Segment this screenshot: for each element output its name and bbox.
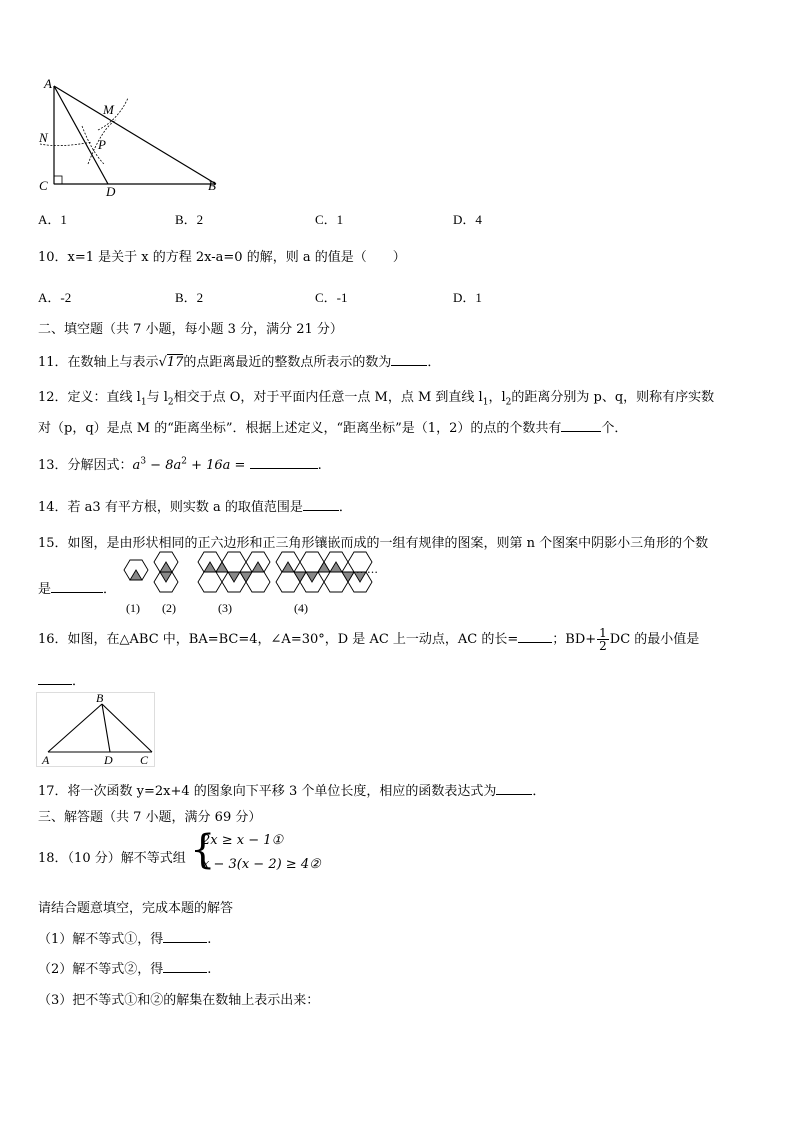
fig16-label-B: B bbox=[96, 692, 104, 705]
q12-text-d: ，l bbox=[488, 390, 506, 405]
q16-frac-num: 1 bbox=[599, 626, 607, 640]
q11-answer-blank[interactable] bbox=[391, 353, 427, 366]
pattern-label-4: (4) bbox=[294, 601, 308, 615]
q12-text-e: 的距离分别为 p、q，则称有序实数 bbox=[511, 390, 715, 405]
q12-text-a: 12．定义：直线 l bbox=[38, 390, 141, 405]
q15-answer-blank[interactable] bbox=[51, 580, 103, 593]
q16-answer-blank-1[interactable] bbox=[518, 630, 552, 643]
question-15-line2: 是 ． bbox=[38, 582, 117, 597]
q13-expr-a: a bbox=[132, 458, 141, 473]
q17-answer-blank[interactable] bbox=[496, 782, 532, 795]
inequality-system-brace: { bbox=[190, 827, 216, 873]
label-C: C bbox=[39, 178, 48, 193]
question-11: 11．在数轴上与表示√17的点距离最近的整数点所表示的数为 ． bbox=[38, 355, 441, 370]
hexagon-pattern-figure bbox=[118, 548, 382, 616]
question-14: 14．若 a3 有平方根，则实数 a 的取值范围是 ． bbox=[38, 500, 352, 515]
q12-answer-blank[interactable] bbox=[561, 419, 601, 432]
step1-answer-blank[interactable] bbox=[163, 930, 207, 943]
question-13: 13．分解因式：$a^3 - 8a^2 + 16a$ = . bbox=[38, 456, 322, 473]
q16-text-c: DC 的最小值是 bbox=[609, 632, 700, 647]
q16-answer-blank-2[interactable] bbox=[38, 672, 72, 685]
label-A: A bbox=[44, 76, 52, 91]
q16-fraction bbox=[597, 627, 609, 652]
instruction-text: 请结合题意填空，完成本题的解答 bbox=[38, 901, 234, 916]
q17-text: 17．将一次函数 y=2x+4 的图象向下平移 3 个单位长度，相应的函数表达式为 bbox=[38, 784, 497, 799]
q11-radicand: 17 bbox=[166, 355, 184, 370]
inequality-2: x − 3(x − 2) ≥ 4② bbox=[202, 857, 321, 872]
q12-line2-end: 个． bbox=[601, 421, 628, 436]
inequality-1: 2x ≥ x − 1① bbox=[202, 833, 284, 848]
q13-exp-2: 2 bbox=[181, 456, 187, 467]
q9-option-c: C．1 bbox=[315, 212, 344, 227]
label-M: M bbox=[103, 102, 114, 117]
section-3-heading: 三、解答题（共 7 小题，满分 69 分） bbox=[38, 810, 262, 825]
q12-sub-4: 2 bbox=[505, 397, 512, 408]
pattern-label-1: (1) bbox=[126, 601, 140, 615]
step2-end: . bbox=[207, 962, 212, 977]
step2-answer-blank[interactable] bbox=[163, 960, 207, 973]
q12-text-c: 相交于点 O，对于平面内任意一点 M，点 M 到直线 l bbox=[173, 390, 483, 405]
q11-text-pre: 11．在数轴上与表示 bbox=[38, 355, 159, 370]
q16-text-a: 16．如图，在△ABC 中，BA=BC=4，∠A=30°，D 是 AC 上一动点，AC 的长= bbox=[38, 632, 519, 647]
question-12-line1 bbox=[38, 386, 714, 408]
triangle-abc-figure bbox=[36, 692, 158, 770]
step1-text: （1）解不等式①，得 bbox=[38, 932, 164, 947]
step-3: （3）把不等式①和②的解集在数轴上表示出来： bbox=[38, 993, 320, 1008]
step-2 bbox=[38, 958, 211, 977]
triangle-construction-figure bbox=[30, 72, 230, 202]
q12-sub-2: 2 bbox=[167, 397, 174, 408]
question-12-line2 bbox=[38, 417, 627, 436]
q12-text-b: 与 l bbox=[146, 390, 168, 405]
fig16-label-A: A bbox=[42, 753, 50, 767]
question-15-line1: 15．如图，是由形状相同的正六边形和正三角形镶嵌而成的一组有规律的图案，则第 n 个图案中阴影小三角形的个数 bbox=[38, 536, 709, 551]
q16-frac-den: 2 bbox=[599, 639, 607, 653]
q10-option-a: A．-2 bbox=[38, 290, 72, 305]
q16-second-blank-line: ． bbox=[38, 670, 85, 689]
label-P: P bbox=[98, 137, 106, 152]
fig16-label-D: D bbox=[104, 753, 113, 767]
pattern-label-2: (2) bbox=[162, 601, 176, 615]
q10-option-d: D．1 bbox=[453, 290, 482, 305]
question-17: 17．将一次函数 y=2x+4 的图象向下平移 3 个单位长度，相应的函数表达式为 ． bbox=[38, 784, 546, 799]
q12-line2-text: 对（p，q）是点 M 的“距离坐标”．根据上述定义，“距离坐标”是（1，2）的点的个数共有 bbox=[38, 421, 562, 436]
step-1 bbox=[38, 928, 211, 947]
q10-option-b: B．2 bbox=[175, 290, 204, 305]
label-N: N bbox=[39, 130, 48, 145]
q13-expr-c: + 16a = bbox=[186, 458, 250, 473]
label-B: B bbox=[208, 178, 216, 193]
sqrt-symbol: √ bbox=[158, 355, 167, 370]
step2-text: （2）解不等式②，得 bbox=[38, 962, 164, 977]
step1-end: . bbox=[207, 932, 212, 947]
pattern-ellipsis: …… bbox=[356, 563, 378, 576]
q11-text-post: 的点距离最近的整数点所表示的数为 bbox=[183, 355, 392, 370]
q13-expr-b: − 8a bbox=[146, 458, 182, 473]
q9-option-a: A．1 bbox=[38, 212, 67, 227]
q14-text: 14．若 a3 有平方根，则实数 a 的取值范围是 bbox=[38, 500, 303, 515]
q13-text: 13．分解因式： bbox=[38, 458, 133, 473]
q13-exp-3: 3 bbox=[140, 456, 147, 467]
q14-answer-blank[interactable] bbox=[303, 498, 339, 511]
q15-line2-text: 是 bbox=[38, 582, 52, 597]
fig16-label-C: C bbox=[140, 753, 149, 767]
q9-option-d: D．4 bbox=[453, 212, 482, 227]
section-2-heading: 二、填空题（共 7 小题，每小题 3 分，满分 21 分） bbox=[38, 322, 343, 337]
q12-sub-3: 1 bbox=[482, 397, 489, 408]
q13-answer-blank[interactable] bbox=[250, 456, 318, 469]
label-D: D bbox=[106, 184, 116, 199]
question-16 bbox=[38, 627, 699, 652]
question-10: 10．x=1 是关于 x 的方程 2x-a=0 的解，则 a 的值是（ ） bbox=[38, 250, 406, 265]
q10-option-c: C．-1 bbox=[315, 290, 348, 305]
q16-text-b: ；BD+ bbox=[552, 632, 597, 647]
pattern-label-3: (3) bbox=[218, 601, 232, 615]
q9-option-b: B．2 bbox=[175, 212, 204, 227]
q12-sub-1: 1 bbox=[140, 397, 147, 408]
question-18: 18．（10 分）解不等式组 bbox=[38, 851, 186, 866]
